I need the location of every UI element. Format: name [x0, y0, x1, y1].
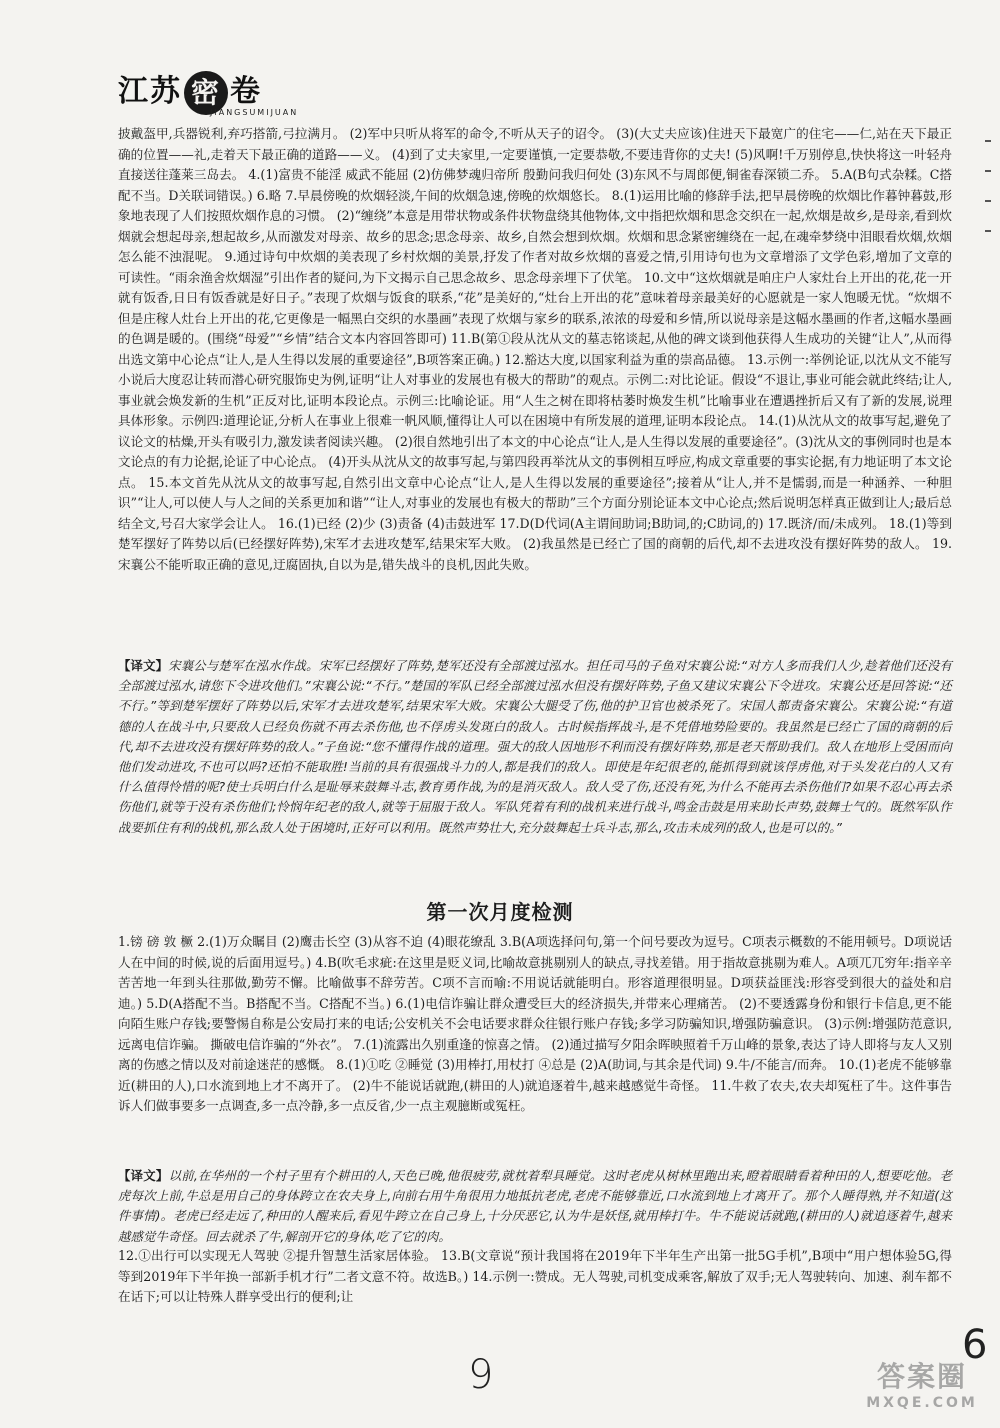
brand-left: 江苏	[118, 74, 182, 109]
answers-block-3	[118, 1246, 952, 1308]
translation-text-1: 宋襄公与楚军在泓水作战。宋军已经摆好了阵势,楚军还没有全部渡过泓水。担任司马的子鱼对宋襄公说:“对方人多而我们人少,趁着他们还没有全部渡过泓水,请您下令进攻他们。”宋襄公说:“不行。”楚国的军队已经全部渡过泓水但没有摆好阵势,子鱼又建议宋襄公下令进攻。宋襄公还是回答说:“还不行。”等到楚军摆好了阵势以后,宋军才去进攻楚军,结果宋军大败。宋襄公大腿受了伤,他的护卫官也被杀死了。宋国人都责备宋襄公。宋襄公说:“有道德的人在战斗中,只要敌人已经负伤就不再去杀伤他,也不俘虏头发斑白的敌人。古时候指挥战斗,是不凭借地势险要的。我虽然是已经亡了国的商朝的后代,却不去进攻没有摆好阵势的敌人。”子鱼说:“您不懂得作战的道理。强大的敌人因地形不利而没有摆好阵势,那是老天帮助我们。敌人在地形上受困而向他们发动进攻,不也可以吗?还怕不能取胜!当前的具有很强战斗力的人,都是我们的敌人。即使是年纪很老的,能抓得到就该俘虏他,对于头发花白的人又有什么值得怜惜的呢?使士兵明白什么是耻辱来鼓舞斗志,教育勇作战,为的是消灭敌人。敌人受了伤,还没有死,为什么不能再去杀伤他们?如果不忍心再去杀伤他们,就等于没有杀伤他们;怜悯年纪老的敌人,就等于屈服于敌人。军队凭着有利的战机来进行战斗,鸣金击鼓是用来助长声势,鼓舞士气的。既然军队作战要抓住有利的战机,那么敌人处于困境时,正好可以利用。既然声势壮大,充分鼓舞起士兵斗志,那么,攻击未成列的敌人,也是可以的。”	[118, 658, 952, 835]
answers-block-1	[118, 124, 952, 575]
translation-text-2: 以前,在华州的一个村子里有个耕田的人,天色已晚,他很疲劳,就枕着犁具睡觉。这时老虎从树林里跑出来,瞪着眼睛看着种田的人,想要吃他。老虎每次上前,牛总是用自己的身体跨立在农夫身上,向前右用牛角很用力地抵抗老虎,老虎不能够靠近,口水流到地上才离开了。那个人睡得熟,并不知道(这件事情)。老虎已经走远了,种田的人醒来后,看见牛跨立在自己身上,十分厌恶它,认为牛是妖怪,就用棒打牛。牛不能说话就跑,(耕田的人)就追逐着牛,越来越感觉牛奇怪。回去就杀了牛,解剖开它的身体,吃了它的肉。	[118, 1168, 953, 1244]
brand-subtitle: JIANGSUMIJUAN	[210, 108, 299, 117]
translation-label: 【译文】	[118, 1168, 169, 1183]
translation-block-2	[118, 1166, 952, 1247]
translation-label: 【译文】	[118, 658, 169, 673]
brand-mi-emblem: 密	[184, 71, 228, 115]
tick-mark	[985, 170, 991, 172]
translation-block-1	[118, 656, 952, 838]
tick-mark	[985, 200, 991, 202]
answers-text-1: 披戴盔甲,兵器锐利,弃巧搭箭,弓拉满月。 (2)军中只听从将军的命令,不听从天子的诏令。 (3)(大丈夫应该)住进天下最宽广的住宅——仁,站在天下最正确的位置——礼,走着天下最正确的道路——义。 (4)到了丈夫家里,一定要谨慎,一定要恭敬,不要违背你的丈夫! (5)风啊!千万别停息,快快将这一叶轻舟直接送往蓬莱三岛去。 4.(1)富贵不能淫 威武不能屈 (2)仿佛梦魂归帝所 殷勤问我归何处 (3)东风不与周郎便,铜雀春深锁二乔。 5.A(B句式杂糅。C搭配不当。D关联词错误。) 6.略 7.早晨傍晚的炊烟轻淡,午间的炊烟急速,傍晚的炊烟悠长。 8.(1)运用比喻的修辞手法,把早晨傍晚的炊烟比作暮钟暮鼓,形象地表现了人们按照炊烟作息的习惯。 (2)“缠绕”本意是用带状物或条件状物盘绕其他物体,文中指把炊烟和思念交织在一起,炊烟是故乡,是母亲,看到炊烟就会想起母亲,想起故乡,从而激发对母亲、故乡的思念;思念母亲、故乡,自然会想到炊烟。炊烟和思念紧密缠绕在一起,在魂牵梦绕中泪眼看炊烟,炊烟怎么能不浊混呢。 9.通过诗句中炊烟的美表现了乡村炊烟的美景,抒发了作者对故乡炊烟的喜爱之情,引用诗句也为文章增添了文学色彩,增加了文章的可读性。“雨余渔舍炊烟湿”引出作者的疑问,为下文揭示自己思念故乡、思念母亲埋下了伏笔。 10.文中“这炊烟就是咱庄户人家灶台上开出的花,花一开就有饭香,日日有饭香就是好日子。”表现了炊烟与饭食的联系,“花”是美好的,“灶台上开出的花”意味着母亲最美好的心愿就是一家人饱暖无忧。“炊烟不但是庄稼人灶台上开出的花,它更像是一幅黑白交织的水墨画”表现了炊烟与家乡的联系,浓浓的母爱和乡情,所以说母亲是这幅水墨画的作者,这幅水墨画的色调是暖的。(围绕“母爱”“乡情”结合文本内容回答即可) 11.B(第①段从沈从文的墓志铭谈起,从他的碑文谈到他获得人生成功的关键“让人”,从而得出选文第中心论点“让人,是人生得以发展的重要途径”,B项答案正确。) 12.豁达大度,以国家利益为重的崇高品德。 13.示例一:举例论证,以沈从文不能写小说后大度忍让转而潜心研究服饰史为例,证明“让人对事业的发展也有极大的帮助”的观点。示例二:对比论证。假设“不退让,事业可能会就此终结;让人,事业就会焕发新的生机”正反对比,证明本段论点。示例三:比喻论证。用“人生之树在即将枯萎时焕发生机”比喻事业在遭遇挫折后又有了新的发展,说理具体形象。示例四:道理论证,分析人在事业上很难一帆风顺,懂得让人可以在困境中有所发展的道理,证明本段论点。 14.(1)从沈从文的故事写起,避免了议论文的枯燥,开头有吸引力,激发读者阅读兴趣。 (2)很自然地引出了本文的中心论点“让人,是人生得以发展的重要途径”。(3)沈从文的事例同时也是本文论点的有力论据,论证了中心论点。 (4)开头从沈从文的故事写起,与第四段再举沈从文的事例相互呼应,构成文章重要的事实论据,有力地证明了本文论点。 15.本文首先从沈从文的故事写起,自然引出文章中心论点“让人,是人生得以发展的重要途径”;接着从“让人,并不是懦弱,而是一种涵养、一种胆识”“让人,可以使人与人之间的关系更加和谐”“让人,对事业的发展也有极大的帮助”三个方面分别论证本文中心论点;然后说明怎样真正做到让人;最后总结全文,号召大家学会让人。 16.(1)已经 (2)少 (3)责备 (4)击鼓进军 17.D(D代词(A主谓间助词;B助词,的;C助词,的) 17.既济/而/未成列。 18.(1)等到楚军摆好了阵势以后(已经摆好阵势),宋军才去进攻楚军,结果宋军大败。 (2)我虽然是已经亡了国的商朝的后代,却不去进攻没有摆好阵势的敌人。 19.宋襄公不能听取正确的意见,迂腐固执,自以为是,错失战斗的良机,因此失败。	[118, 126, 952, 572]
watermark-title: 答案圈	[876, 1360, 967, 1393]
answers-text-3: 12.①出行可以实现无人驾驶 ②提升智慧生活家居体验。 13.B(文章说“预计我国将在2019年下半年生产出第一批5G手机”,B项中“用户想体验5G,得等到2019年下半年换一部新手机才行”二者文意不符。故选B。) 14.示例一:赞成。无人驾驶,司机变成乘客,解放了双手;无人驾驶转向、加速、刹车都不在话下;可以让特殊人群享受出行的便利;让	[118, 1248, 952, 1304]
section-title: 第一次月度检测	[426, 900, 574, 924]
answers-block-2	[118, 932, 952, 1117]
page-number: 9	[468, 1352, 494, 1398]
answers-text-2: 1.镑 磅 敦 橛 2.(1)万众瞩目 (2)鹰击长空 (3)从容不迫 (4)眼花缭乱 3.B(A项选择问句,第一个问号要改为逗号。C项表示概数的不能用顿号。D项说话人在中间的时候,说的后面用逗号。) 4.B(吹毛求疵:在这里是贬义词,比喻故意挑剔别人的缺点,寻找差错。用于指故意挑剔为难人。A项兀兀穷年:指辛辛苦苦地一年到头往那做,勤劳不懈。比喻做事不辞劳苦。C项不言而喻:不用说话就能明白。形容道理很明显。D项获益匪浅:形容受到很大的益处和启迪。) 5.D(A搭配不当。B搭配不当。C搭配不当。) 6.(1)电信诈骗让群众遭受巨大的经济损失,并带来心理痛苦。 (2)不要透露身份和银行卡信息,更不能向陌生账户存钱;要警惕自称是公安局打来的电话;公安机关不会电话要求群众往银行账户存钱;多学习防骗知识,增强防骗意识。 (3)示例:增强防范意识,远离电信诈骗。 撕破电信诈骗的“外衣”。 7.(1)流露出久别重逢的惊喜之情。 (2)通过描写夕阳余晖映照着千万山峰的景象,表达了诗人即将与友人又别离的伤感之情以及对前途迷茫的感慨。 8.(1)①吃 ②睡觉 (3)用棒打,用杖打 ④总是 (2)A(助词,与其余是代词) 9.牛/不能言/而奔。 10.(1)老虎不能够靠近(耕田的人),口水流到地上才不离开了。 (2)牛不能说话就跑,(耕田的人)就追逐着牛,越来越感觉牛奇怪。 11.牛救了农夫,农夫却冤枉了牛。这件事告诉人们做事要多一点调查,多一点冷静,多一点反省,少一点主观臆断或冤枉。	[118, 934, 952, 1113]
corner-handwritten-mark: 6	[962, 1322, 988, 1368]
brand-right: 卷	[230, 74, 262, 109]
watermark-url: MXQE.COM	[866, 1395, 978, 1411]
tick-mark	[985, 140, 991, 142]
tick-mark	[985, 230, 991, 232]
margin-binding-marks	[985, 140, 991, 440]
watermark-logo	[852, 1360, 992, 1422]
